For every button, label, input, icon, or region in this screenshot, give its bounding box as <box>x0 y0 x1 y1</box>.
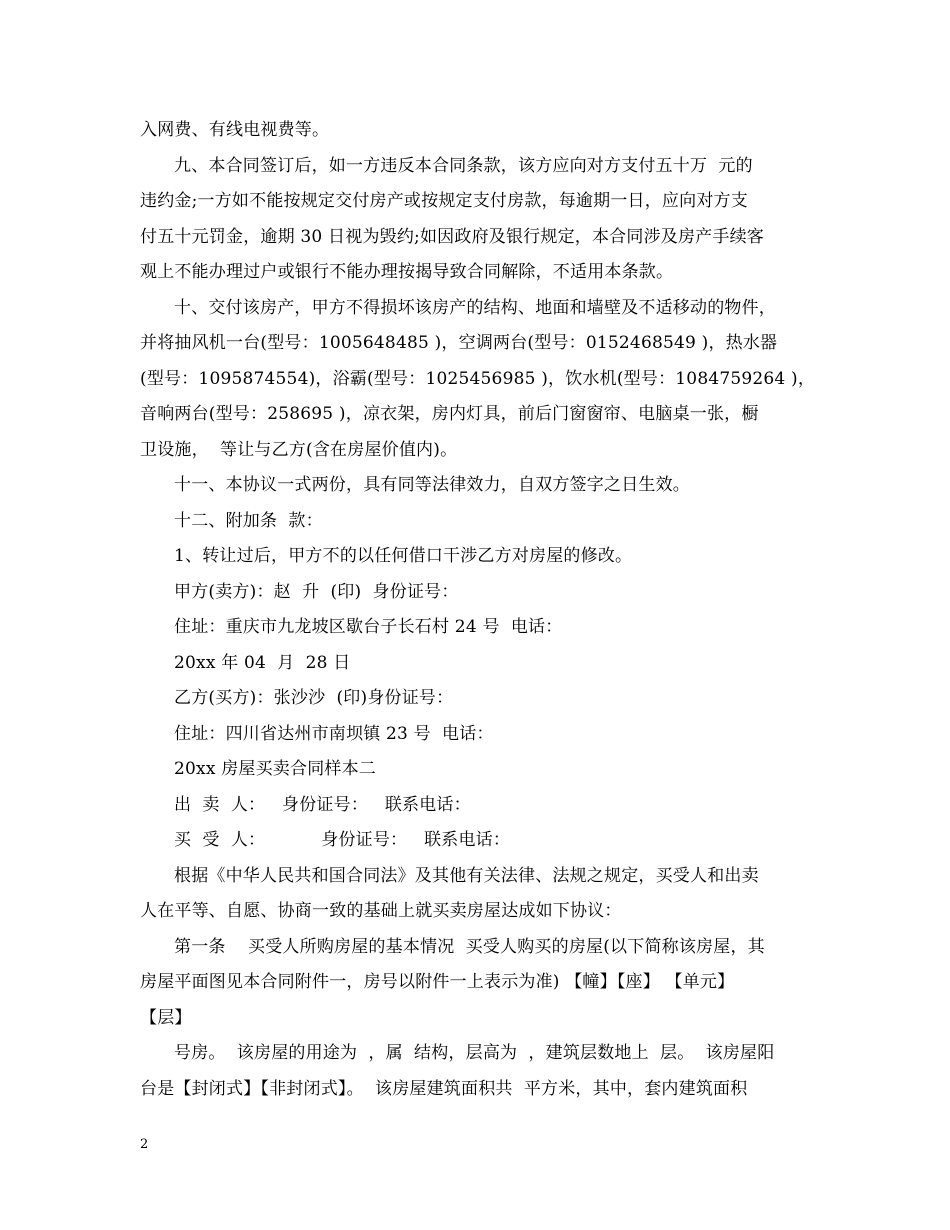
text-line: 住址：重庆市九龙坡区歇台子长石村 24 号 电话： <box>174 617 563 637</box>
text-line: 1、转让过后，甲方不的以任何借口干涉乙方对房屋的修改。 <box>174 546 633 566</box>
text-line: 根据《中华人民共和国合同法》及其他有关法律、法规之规定，买受人和出卖 <box>174 865 759 886</box>
text-line: 20xx 房屋买卖合同样本二 <box>174 759 377 779</box>
text-line: 入网费、有线电视费等。 <box>140 120 330 140</box>
text-line: 【层】 <box>140 1007 192 1028</box>
text-line: 买 受 人： 身份证号： 联系电话： <box>174 830 511 850</box>
text-line: 住址：四川省达州市南坝镇 23 号 电话： <box>174 723 494 744</box>
text-line: 十一、本协议一式两份，具有同等法律效力，自双方签字之日生效。 <box>174 475 690 495</box>
text-line: 九、本合同签订后，如一方违反本合同条款，该方应向对方支付五十万 元的 <box>174 155 753 176</box>
text-line: 人在平等、自愿、协商一致的基础上就买卖房屋达成如下协议： <box>140 901 622 921</box>
text-line: 十、交付该房产，甲方不得损坏该房产的结构、地面和墙壁及不适移动的物件， <box>174 297 776 318</box>
text-line: 观上不能办理过户或银行不能办理按揭导致合同解除，不适用本条款。 <box>140 262 674 282</box>
text-line: 甲方(卖方)：赵 升 (印) 身份证号： <box>174 581 459 602</box>
text-line: 乙方(买方)：张沙沙 (印)身份证号： <box>174 688 454 708</box>
document-body <box>140 113 816 1107</box>
text-line: 卫设施， 等让与乙方(含在房屋价值内)。 <box>140 439 458 460</box>
text-line: (型号：1095874554)，浴霸(型号：1025456985 )，饮水机(型号：1084759264 )， <box>140 368 816 389</box>
text-line: 付五十元罚金，逾期 30 日视为毁约;如因政府及银行规定，本合同涉及房产手续客 <box>140 226 764 247</box>
text-line: 出 卖 人： 身份证号： 联系电话： <box>174 794 471 815</box>
text-line: 房屋平面图见本合同附件一，房号以附件一上表示为准) 【幢】【座】 【单元】 <box>140 972 735 992</box>
text-line: 号房。 该房屋的用途为 ，属 结构，层高为 ，建筑层数地上 层。 该房屋阳 <box>174 1043 775 1063</box>
text-line: 20xx 年 04 月 28 日 <box>174 652 351 673</box>
text-line: 音响两台(型号：258695 )，凉衣架，房内灯具，前后门窗窗帘、电脑桌一张，橱 <box>140 404 759 424</box>
text-line: 十二、附加条 款： <box>174 510 323 531</box>
page-number: 2 <box>140 1137 149 1152</box>
text-line: 第一条 买受人所购房屋的基本情况 买受人购买的房屋(以下简称该房屋，其 <box>174 936 765 957</box>
text-line: 违约金;一方如不能按规定交付房产或按规定支付房款，每逾期一日，应向对方支 <box>140 191 748 211</box>
text-line: 台是【封闭式】【非封闭式】。 该房屋建筑面积共 平方米，其中，套内建筑面积 <box>140 1078 748 1099</box>
text-line: 并将抽风机一台(型号：1005648485 )，空调两台(型号：0152468549 )，热水器 <box>140 333 778 353</box>
